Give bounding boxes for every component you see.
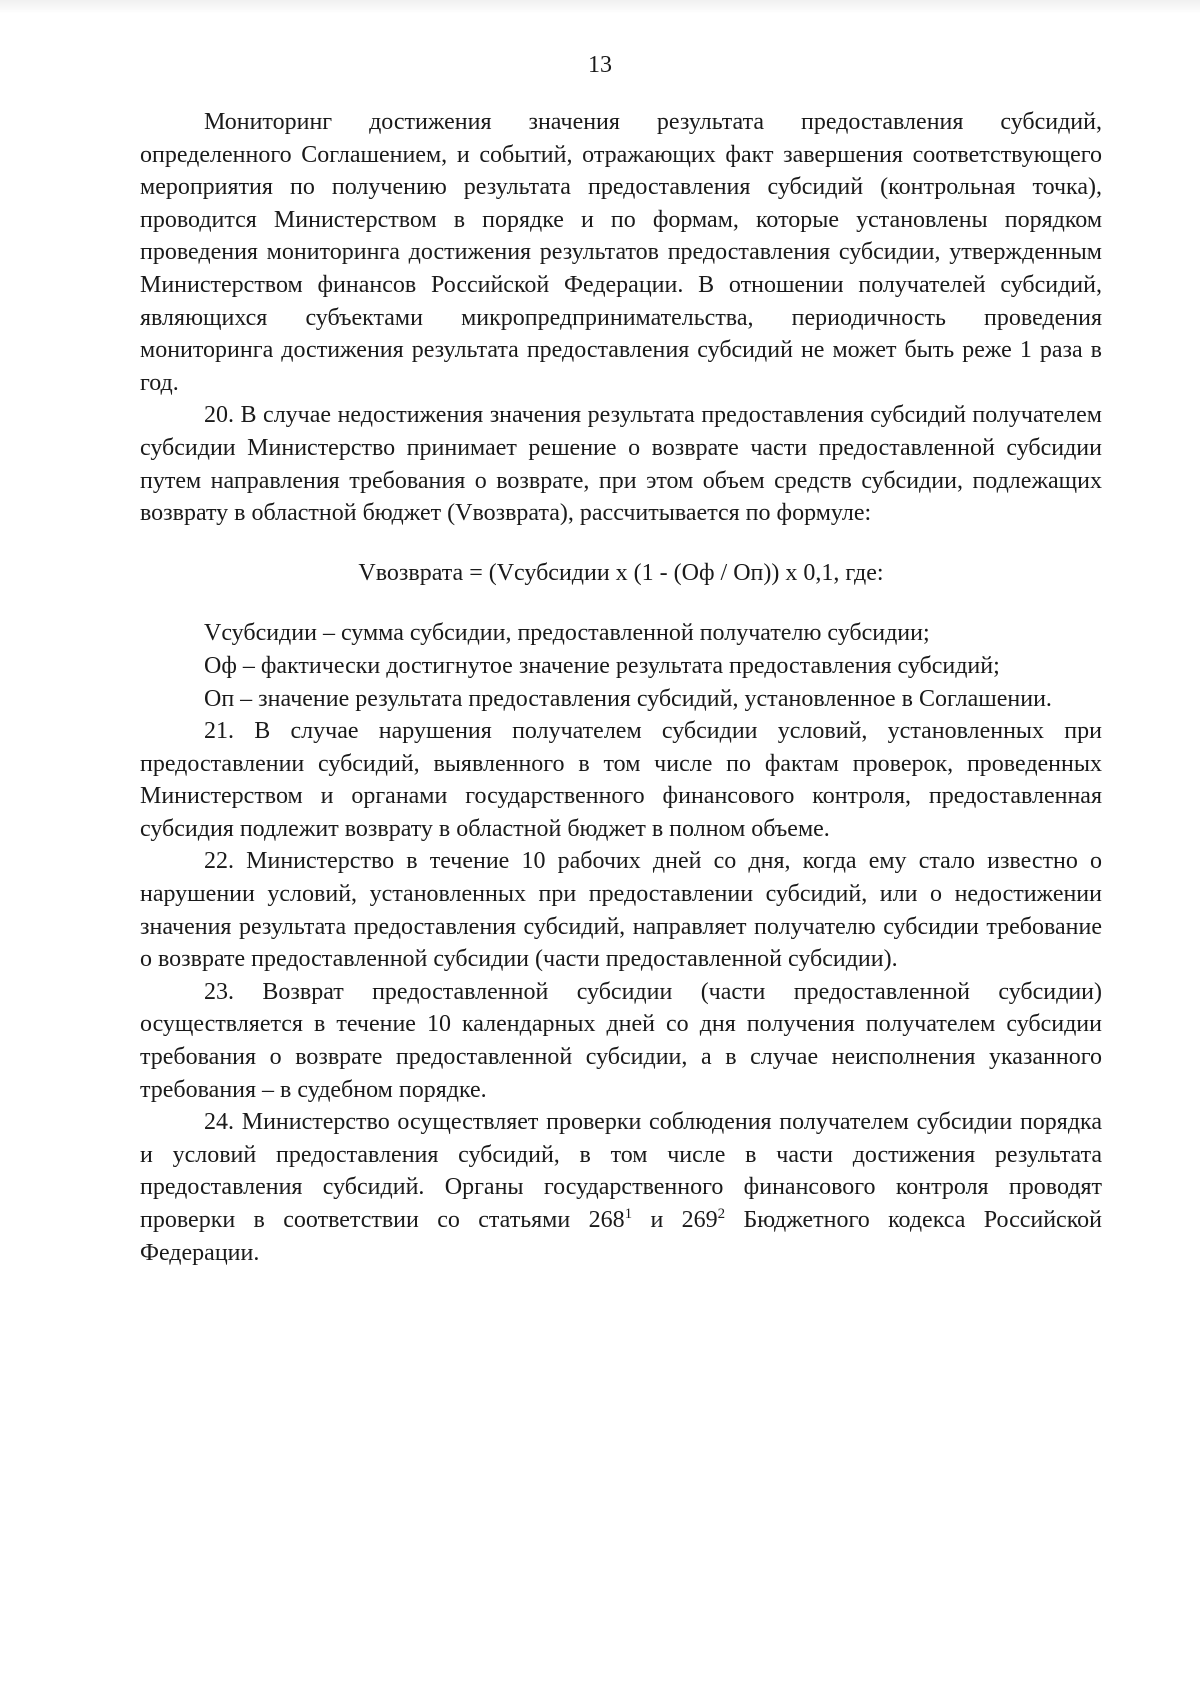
paragraph-24	[140, 1106, 1102, 1269]
definition-v-subsidy: Vсубсидии – сумма субсидии, предоставленной получателю субсидии;	[204, 620, 930, 647]
formula: Vвозврата = (Vсубсидии x (1 - (Оф / Оп)) x 0,1, где:	[358, 559, 884, 586]
paragraph-21: 21. В случае нарушения получателем субсидии условий, установленных при предоставлении субсидий, выявленного в том числе по фактам проверок, проведенных Министерством и органами государственного финансового контроля, предоставленная субсидия подлежит возврату в областной бюджет в полном объеме.	[140, 718, 1102, 842]
document-body	[140, 106, 1102, 1269]
article-268-superscript: 1	[624, 1206, 633, 1222]
article-269-superscript: 2	[717, 1206, 726, 1222]
paragraph-24-text-middle: и 269	[632, 1207, 718, 1233]
definition-of: Оф – фактически достигнутое значение результата предоставления субсидий;	[204, 652, 1000, 679]
scan-edge-shadow	[0, 0, 1200, 14]
paragraph-monitoring: Мониторинг достижения значения результата предоставления субсидий, определенного Соглашением, и событий, отражающих факт завершения соответствующего мероприятия по получению результата предоставления субсидий (контрольная точка), проводится Министерством в порядке и по формам, которые установлены порядком проведения мониторинга достижения результатов предоставления субсидии, утвержденным Министерством финансов Российской Федерации. В отношении получателей субсидий, являющихся субъектами микропредпринимательства, периодичность проведения мониторинга достижения результата предоставления субсидий не может быть реже 1 раза в год.	[140, 109, 1102, 396]
paragraph-24-text-before: 24. Министерство осуществляет проверки соблюдения получателем субсидии порядка и условий предоставления субсидий, в том числе в части достижения результата предоставления субсидий. Органы государственного финансового контроля проводят проверки в соответствии со статьями 268	[140, 1109, 1102, 1233]
paragraph-22: 22. Министерство в течение 10 рабочих дней со дня, когда ему стало известно о нарушении условий, установленных при предоставлении субсидий, или о недостижении значения результата предоставления субсидий, направляет получателю субсидии требование о возврате предоставленной субсидии (части предоставленной субсидии).	[140, 848, 1102, 973]
definition-op: Оп – значение результата предоставления субсидий, установленное в Соглашении.	[204, 685, 1052, 712]
paragraph-24-text-after: Бюджетного кодекса Российской Федерации.	[140, 1207, 1102, 1266]
paragraph-23: 23. Возврат предоставленной субсидии (части предоставленной субсидии) осуществляется в течение 10 календарных дней со дня получения получателем субсидии требования о возврате предоставленной субсидии, а в случае неисполнения указанного требования – в судебном порядке.	[140, 978, 1102, 1103]
page-number: 13	[588, 52, 612, 78]
paragraph-20: 20. В случае недостижения значения результата предоставления субсидий получателем субсидии Министерство принимает решение о возврате части предоставленной субсидии путем направления требования о возврате, при этом объем средств субсидии, подлежащих возврату в областной бюджет (Vвозврата), рассчитывается по формуле:	[140, 402, 1102, 527]
